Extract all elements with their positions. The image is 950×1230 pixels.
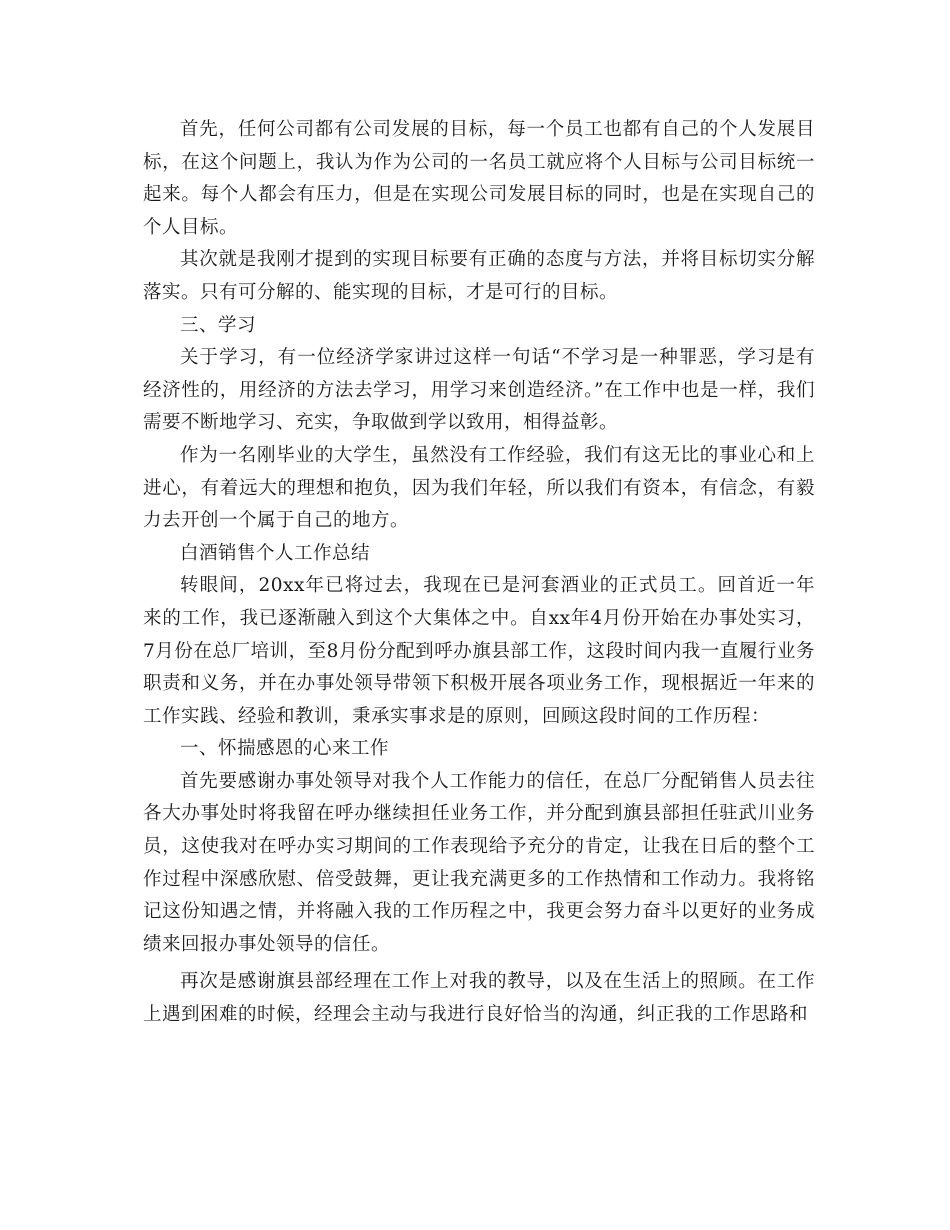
paragraph: 关于学习，有一位经济学家讲过这样一句话“不学习是一种罪恶，学习是有经济性的，用经济的方法去学习，用学习来创造经济。”在工作中也是一样，我们需要不断地学习、充实，争取做到学以致用，相得益彰。 — [143, 347, 815, 434]
paragraph: 作为一名刚毕业的大学生，虽然没有工作经验，我们有这无比的事业心和上进心，有着远大的理想和抱负，因为我们年轻，所以我们有资本，有信念，有毅力去开创一个属于自己的地方。 — [143, 444, 815, 532]
paragraph: 首先要感谢办事处领导对我个人工作能力的信任，在总厂分配销售人员去往各大办事处时将我留在呼办继续担任业务工作，并分配到旗县部担任驻武川业务员，这使我对在呼办实习期间的工作表现给予充分的肯定，让我在日后的整个工作过程中深感欣慰、倍受鼓舞，更让我充满更多的工作热情和工作动力。我将铭记这份知遇之情，并将融入我的工作历程之中，我更会努力奋斗以更好的业务成绩来回报办事处领导的信任。 — [143, 770, 815, 955]
paragraph: 首先，任何公司都有公司发展的目标，每一个员工也都有自己的个人发展目标，在这个问题上，我认为作为公司的一名员工就应将个人目标与公司目标统一起来。每个人都会有压力，但是在实现公司发展目标的同时，也是在实现自己的个人目标。 — [143, 119, 815, 238]
paragraph: 其次就是我刚才提到的实现目标要有正确的态度与方法，并将目标切实分解落实。只有可分解的、能实现的目标，才是可行的目标。 — [143, 249, 815, 303]
document-title: 白酒销售个人工作总结 — [180, 542, 371, 564]
paragraph: 再次是感谢旗县部经理在工作上对我的教导，以及在生活上的照顾。在工作上遇到困难的时候，经理会主动与我进行良好恰当的沟通，纠正我的工作思路和 — [143, 971, 815, 1026]
paragraph: 转眼间，20xx年已将过去，我现在已是河套酒业的正式员工。回首近一年来的工作，我已逐渐融入到这个大集体之中。自xx年4月份开始在办事处实习，7月份在总厂培训，至8月份分配到呼办旗县部工作，这段时间内我一直履行业务职责和义务，并在办事处领导带领下积极开展各项业务工作，现根据近一年来的工作实践、经验和教训，秉承实事求是的原则，回顾这段时间的工作历程： — [143, 575, 815, 727]
section-heading: 三、学习 — [180, 314, 257, 336]
document-page — [143, 114, 815, 1032]
section-heading: 一、怀揣感恩的心来工作 — [180, 738, 390, 760]
